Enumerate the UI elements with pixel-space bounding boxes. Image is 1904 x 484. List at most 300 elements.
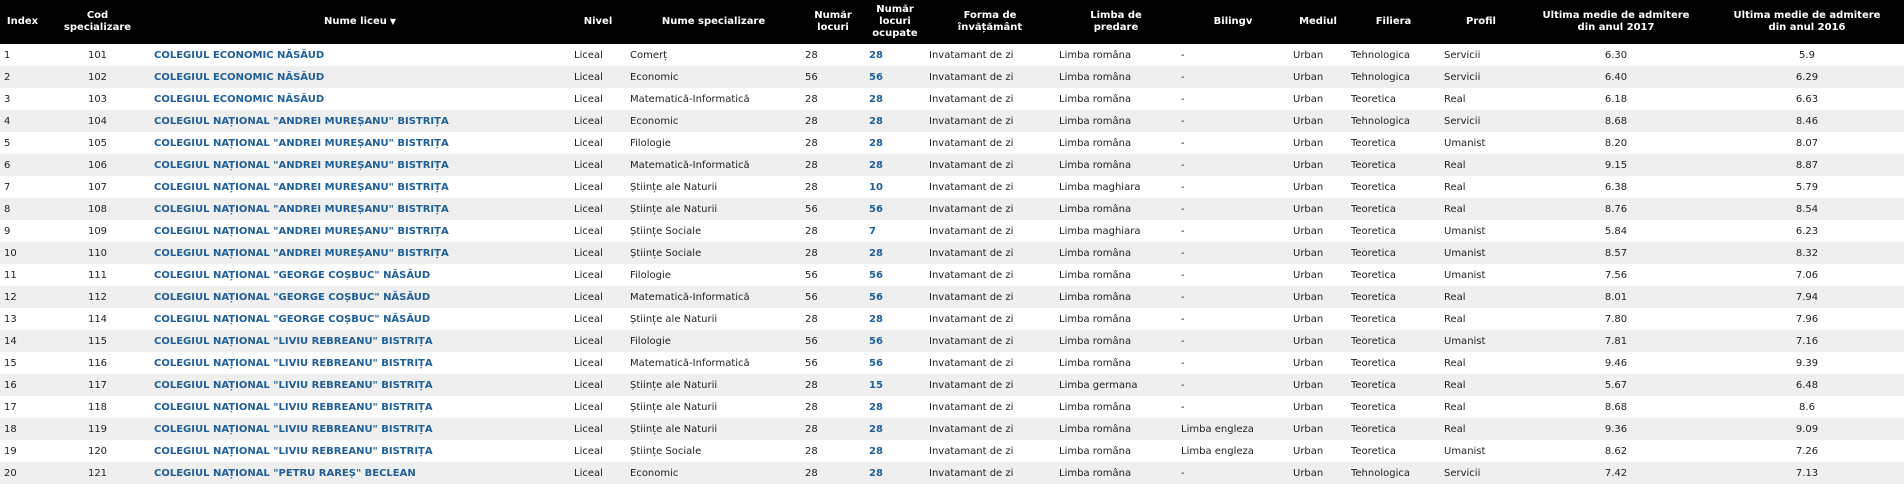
table-row <box>0 110 1904 132</box>
table-row <box>0 308 1904 330</box>
cell-profil: Servicii <box>1440 110 1522 132</box>
cell-bilingv: - <box>1177 330 1289 352</box>
cell-medie-2017: 8.62 <box>1522 440 1710 462</box>
cell-filiera: Teoretica <box>1347 352 1440 374</box>
school-link[interactable]: COLEGIUL NAȚIONAL "ANDREI MUREȘANU" BISTRIȚA <box>150 110 570 132</box>
cell-nivel: Liceal <box>570 132 626 154</box>
cell-profil: Real <box>1440 286 1522 308</box>
cell-specializare: Economic <box>626 110 801 132</box>
cell-bilingv: - <box>1177 352 1289 374</box>
cell-index: 7 <box>0 176 45 198</box>
cell-filiera: Teoretica <box>1347 374 1440 396</box>
cell-nivel: Liceal <box>570 440 626 462</box>
cell-limba: Limba româna <box>1055 110 1177 132</box>
cell-mediul: Urban <box>1289 396 1347 418</box>
cell-limba: Limba româna <box>1055 198 1177 220</box>
cell-index: 18 <box>0 418 45 440</box>
school-link[interactable]: COLEGIUL ECONOMIC NĂSĂUD <box>150 66 570 88</box>
cell-nivel: Liceal <box>570 330 626 352</box>
cell-ocupate: 28 <box>865 242 925 264</box>
cell-cod: 112 <box>45 286 150 308</box>
cell-bilingv: - <box>1177 176 1289 198</box>
cell-profil: Real <box>1440 88 1522 110</box>
cell-cod: 111 <box>45 264 150 286</box>
cell-ocupate: 7 <box>865 220 925 242</box>
table-row <box>0 44 1904 66</box>
cell-specializare: Științe Sociale <box>626 440 801 462</box>
col-header-profil[interactable]: Profil <box>1440 0 1522 44</box>
school-link[interactable]: COLEGIUL NAȚIONAL "LIVIU REBREANU" BISTRIȚA <box>150 440 570 462</box>
col-header-mediul[interactable]: Mediul <box>1289 0 1347 44</box>
cell-specializare: Matematică-Informatică <box>626 352 801 374</box>
cell-profil: Umanist <box>1440 264 1522 286</box>
caret-down-icon: ▼ <box>389 17 396 26</box>
cell-profil: Real <box>1440 154 1522 176</box>
cell-cod: 116 <box>45 352 150 374</box>
cell-locuri: 28 <box>801 308 865 330</box>
table-row <box>0 286 1904 308</box>
cell-ocupate: 56 <box>865 66 925 88</box>
cell-specializare: Economic <box>626 66 801 88</box>
cell-limba: Limba româna <box>1055 440 1177 462</box>
cell-medie-2016: 6.23 <box>1710 220 1904 242</box>
cell-medie-2017: 8.01 <box>1522 286 1710 308</box>
cell-forma: Invatamant de zi <box>925 154 1055 176</box>
cell-nivel: Liceal <box>570 462 626 484</box>
cell-index: 12 <box>0 286 45 308</box>
cell-nivel: Liceal <box>570 176 626 198</box>
table-row <box>0 154 1904 176</box>
cell-index: 20 <box>0 462 45 484</box>
cell-specializare: Științe Sociale <box>626 220 801 242</box>
cell-forma: Invatamant de zi <box>925 374 1055 396</box>
cell-medie-2016: 7.13 <box>1710 462 1904 484</box>
cell-medie-2017: 7.42 <box>1522 462 1710 484</box>
cell-limba: Limba maghiara <box>1055 220 1177 242</box>
cell-locuri: 56 <box>801 264 865 286</box>
cell-specializare: Matematică-Informatică <box>626 154 801 176</box>
cell-limba: Limba româna <box>1055 44 1177 66</box>
cell-cod: 117 <box>45 374 150 396</box>
cell-locuri: 56 <box>801 198 865 220</box>
cell-nivel: Liceal <box>570 374 626 396</box>
cell-locuri: 28 <box>801 88 865 110</box>
cell-medie-2016: 8.46 <box>1710 110 1904 132</box>
cell-mediul: Urban <box>1289 154 1347 176</box>
cell-filiera: Teoretica <box>1347 176 1440 198</box>
cell-specializare: Matematică-Informatică <box>626 88 801 110</box>
cell-index: 1 <box>0 44 45 66</box>
cell-medie-2017: 9.36 <box>1522 418 1710 440</box>
cell-forma: Invatamant de zi <box>925 418 1055 440</box>
cell-specializare: Comerț <box>626 44 801 66</box>
cell-limba: Limba româna <box>1055 132 1177 154</box>
cell-ocupate: 28 <box>865 308 925 330</box>
cell-filiera: Teoretica <box>1347 242 1440 264</box>
cell-filiera: Teoretica <box>1347 264 1440 286</box>
cell-filiera: Teoretica <box>1347 154 1440 176</box>
cell-profil: Umanist <box>1440 440 1522 462</box>
cell-index: 5 <box>0 132 45 154</box>
cell-specializare: Științe ale Naturii <box>626 308 801 330</box>
cell-bilingv: - <box>1177 154 1289 176</box>
cell-specializare: Științe Sociale <box>626 242 801 264</box>
col-header-limba[interactable]: Limba de predare <box>1055 0 1177 44</box>
cell-filiera: Teoretica <box>1347 330 1440 352</box>
school-link[interactable]: COLEGIUL NAȚIONAL "GEORGE COȘBUC" NĂSĂUD <box>150 286 570 308</box>
cell-medie-2016: 7.96 <box>1710 308 1904 330</box>
cell-forma: Invatamant de zi <box>925 44 1055 66</box>
cell-forma: Invatamant de zi <box>925 286 1055 308</box>
cell-locuri: 56 <box>801 66 865 88</box>
cell-locuri: 28 <box>801 154 865 176</box>
cell-medie-2017: 6.18 <box>1522 88 1710 110</box>
cell-limba: Limba româna <box>1055 242 1177 264</box>
school-link[interactable]: COLEGIUL NAȚIONAL "ANDREI MUREȘANU" BISTRIȚA <box>150 132 570 154</box>
cell-profil: Real <box>1440 374 1522 396</box>
cell-bilingv: - <box>1177 132 1289 154</box>
cell-index: 13 <box>0 308 45 330</box>
table-row <box>0 462 1904 484</box>
cell-index: 2 <box>0 66 45 88</box>
cell-cod: 115 <box>45 330 150 352</box>
cell-mediul: Urban <box>1289 88 1347 110</box>
cell-bilingv: Limba engleza <box>1177 440 1289 462</box>
cell-filiera: Tehnologica <box>1347 44 1440 66</box>
col-header-bilingv[interactable]: Bilingv <box>1177 0 1289 44</box>
cell-locuri: 28 <box>801 110 865 132</box>
school-link[interactable]: COLEGIUL NAȚIONAL "GEORGE COȘBUC" NĂSĂUD <box>150 264 570 286</box>
cell-medie-2017: 8.68 <box>1522 396 1710 418</box>
cell-ocupate: 28 <box>865 44 925 66</box>
cell-mediul: Urban <box>1289 374 1347 396</box>
cell-locuri: 28 <box>801 44 865 66</box>
cell-profil: Real <box>1440 352 1522 374</box>
table-row <box>0 176 1904 198</box>
col-header-numar-ocupate[interactable]: Număr locuri ocupate <box>865 0 925 44</box>
cell-filiera: Teoretica <box>1347 132 1440 154</box>
cell-mediul: Urban <box>1289 440 1347 462</box>
cell-forma: Invatamant de zi <box>925 352 1055 374</box>
col-header-medie-2017[interactable]: Ultima medie de admitere din anul 2017 <box>1522 0 1710 44</box>
cell-specializare: Filologie <box>626 264 801 286</box>
cell-profil: Real <box>1440 418 1522 440</box>
school-link[interactable]: COLEGIUL NAȚIONAL "ANDREI MUREȘANU" BISTRIȚA <box>150 220 570 242</box>
cell-ocupate: 28 <box>865 88 925 110</box>
cell-limba: Limba româna <box>1055 154 1177 176</box>
cell-limba: Limba româna <box>1055 418 1177 440</box>
cell-profil: Umanist <box>1440 242 1522 264</box>
cell-medie-2017: 5.67 <box>1522 374 1710 396</box>
cell-mediul: Urban <box>1289 44 1347 66</box>
cell-filiera: Teoretica <box>1347 220 1440 242</box>
cell-cod: 101 <box>45 44 150 66</box>
cell-forma: Invatamant de zi <box>925 66 1055 88</box>
school-link[interactable]: COLEGIUL NAȚIONAL "ANDREI MUREȘANU" BISTRIȚA <box>150 198 570 220</box>
school-link[interactable]: COLEGIUL ECONOMIC NĂSĂUD <box>150 44 570 66</box>
cell-filiera: Teoretica <box>1347 440 1440 462</box>
cell-cod: 114 <box>45 308 150 330</box>
cell-locuri: 28 <box>801 220 865 242</box>
cell-cod: 119 <box>45 418 150 440</box>
cell-cod: 109 <box>45 220 150 242</box>
cell-index: 4 <box>0 110 45 132</box>
cell-medie-2017: 5.84 <box>1522 220 1710 242</box>
col-header-nivel[interactable]: Nivel <box>570 0 626 44</box>
table-row <box>0 396 1904 418</box>
cell-medie-2016: 9.39 <box>1710 352 1904 374</box>
cell-medie-2016: 9.09 <box>1710 418 1904 440</box>
cell-cod: 121 <box>45 462 150 484</box>
cell-cod: 102 <box>45 66 150 88</box>
col-header-forma[interactable]: Forma de învățământ <box>925 0 1055 44</box>
school-link[interactable]: COLEGIUL NAȚIONAL "LIVIU REBREANU" BISTRIȚA <box>150 418 570 440</box>
school-link[interactable]: COLEGIUL NAȚIONAL "ANDREI MUREȘANU" BISTRIȚA <box>150 176 570 198</box>
cell-profil: Real <box>1440 198 1522 220</box>
cell-index: 17 <box>0 396 45 418</box>
cell-ocupate: 28 <box>865 110 925 132</box>
cell-medie-2017: 6.38 <box>1522 176 1710 198</box>
cell-cod: 110 <box>45 242 150 264</box>
cell-medie-2016: 8.54 <box>1710 198 1904 220</box>
cell-index: 19 <box>0 440 45 462</box>
cell-index: 14 <box>0 330 45 352</box>
cell-mediul: Urban <box>1289 198 1347 220</box>
cell-limba: Limba româna <box>1055 396 1177 418</box>
school-link[interactable]: COLEGIUL NAȚIONAL "PETRU RAREȘ" BECLEAN <box>150 462 570 484</box>
cell-profil: Servicii <box>1440 44 1522 66</box>
cell-ocupate: 10 <box>865 176 925 198</box>
cell-filiera: Tehnologica <box>1347 462 1440 484</box>
cell-nivel: Liceal <box>570 88 626 110</box>
cell-limba: Limba româna <box>1055 352 1177 374</box>
cell-medie-2017: 6.40 <box>1522 66 1710 88</box>
cell-medie-2016: 8.6 <box>1710 396 1904 418</box>
table-row <box>0 352 1904 374</box>
table-row <box>0 330 1904 352</box>
school-link[interactable]: COLEGIUL NAȚIONAL "LIVIU REBREANU" BISTRIȚA <box>150 374 570 396</box>
cell-cod: 105 <box>45 132 150 154</box>
cell-filiera: Tehnologica <box>1347 110 1440 132</box>
cell-forma: Invatamant de zi <box>925 330 1055 352</box>
cell-forma: Invatamant de zi <box>925 242 1055 264</box>
cell-ocupate: 56 <box>865 264 925 286</box>
cell-locuri: 28 <box>801 418 865 440</box>
cell-filiera: Teoretica <box>1347 198 1440 220</box>
cell-mediul: Urban <box>1289 330 1347 352</box>
cell-nivel: Liceal <box>570 264 626 286</box>
cell-bilingv: - <box>1177 242 1289 264</box>
cell-locuri: 28 <box>801 132 865 154</box>
cell-ocupate: 28 <box>865 418 925 440</box>
cell-profil: Umanist <box>1440 132 1522 154</box>
table-row <box>0 66 1904 88</box>
cell-forma: Invatamant de zi <box>925 462 1055 484</box>
cell-cod: 120 <box>45 440 150 462</box>
col-header-nume-liceu[interactable]: Nume liceu ▼ <box>150 0 570 44</box>
school-link[interactable]: COLEGIUL NAȚIONAL "LIVIU REBREANU" BISTRIȚA <box>150 330 570 352</box>
header-row <box>0 0 1904 44</box>
cell-bilingv: - <box>1177 286 1289 308</box>
cell-medie-2017: 9.15 <box>1522 154 1710 176</box>
cell-cod: 104 <box>45 110 150 132</box>
cell-forma: Invatamant de zi <box>925 88 1055 110</box>
table-row <box>0 374 1904 396</box>
cell-cod: 106 <box>45 154 150 176</box>
cell-locuri: 28 <box>801 462 865 484</box>
col-header-numar-locuri[interactable]: Număr locuri <box>801 0 865 44</box>
cell-forma: Invatamant de zi <box>925 308 1055 330</box>
cell-profil: Real <box>1440 308 1522 330</box>
cell-index: 9 <box>0 220 45 242</box>
cell-filiera: Teoretica <box>1347 418 1440 440</box>
cell-specializare: Matematică-Informatică <box>626 286 801 308</box>
cell-medie-2017: 8.68 <box>1522 110 1710 132</box>
cell-medie-2017: 9.46 <box>1522 352 1710 374</box>
cell-medie-2016: 6.29 <box>1710 66 1904 88</box>
cell-filiera: Tehnologica <box>1347 66 1440 88</box>
cell-locuri: 28 <box>801 396 865 418</box>
cell-locuri: 28 <box>801 374 865 396</box>
col-header-nume-specializare[interactable]: Nume specializare <box>626 0 801 44</box>
cell-medie-2016: 5.79 <box>1710 176 1904 198</box>
cell-profil: Servicii <box>1440 462 1522 484</box>
cell-mediul: Urban <box>1289 176 1347 198</box>
cell-nivel: Liceal <box>570 352 626 374</box>
cell-bilingv: - <box>1177 44 1289 66</box>
cell-specializare: Economic <box>626 462 801 484</box>
cell-specializare: Științe ale Naturii <box>626 176 801 198</box>
table-row <box>0 440 1904 462</box>
table-row <box>0 198 1904 220</box>
table-row <box>0 242 1904 264</box>
cell-profil: Real <box>1440 176 1522 198</box>
cell-medie-2016: 6.48 <box>1710 374 1904 396</box>
cell-limba: Limba româna <box>1055 462 1177 484</box>
cell-forma: Invatamant de zi <box>925 220 1055 242</box>
cell-locuri: 56 <box>801 330 865 352</box>
cell-medie-2017: 8.57 <box>1522 242 1710 264</box>
cell-cod: 103 <box>45 88 150 110</box>
cell-mediul: Urban <box>1289 418 1347 440</box>
cell-ocupate: 28 <box>865 396 925 418</box>
cell-index: 11 <box>0 264 45 286</box>
school-link[interactable]: COLEGIUL NAȚIONAL "ANDREI MUREȘANU" BISTRIȚA <box>150 242 570 264</box>
cell-medie-2017: 7.81 <box>1522 330 1710 352</box>
cell-mediul: Urban <box>1289 110 1347 132</box>
cell-ocupate: 15 <box>865 374 925 396</box>
cell-locuri: 28 <box>801 242 865 264</box>
cell-ocupate: 28 <box>865 132 925 154</box>
cell-filiera: Teoretica <box>1347 286 1440 308</box>
cell-nivel: Liceal <box>570 286 626 308</box>
cell-bilingv: - <box>1177 308 1289 330</box>
col-header-cod[interactable]: Cod specializare <box>45 0 150 44</box>
cell-mediul: Urban <box>1289 264 1347 286</box>
cell-filiera: Teoretica <box>1347 308 1440 330</box>
cell-medie-2016: 7.94 <box>1710 286 1904 308</box>
cell-forma: Invatamant de zi <box>925 176 1055 198</box>
cell-bilingv: - <box>1177 198 1289 220</box>
cell-ocupate: 56 <box>865 286 925 308</box>
cell-index: 6 <box>0 154 45 176</box>
cell-mediul: Urban <box>1289 242 1347 264</box>
cell-medie-2017: 8.20 <box>1522 132 1710 154</box>
table-row <box>0 418 1904 440</box>
cell-nivel: Liceal <box>570 44 626 66</box>
school-link[interactable]: COLEGIUL NAȚIONAL "ANDREI MUREȘANU" BISTRIȚA <box>150 154 570 176</box>
school-link[interactable]: COLEGIUL NAȚIONAL "LIVIU REBREANU" BISTRIȚA <box>150 352 570 374</box>
table-body <box>0 44 1904 484</box>
cell-medie-2017: 7.56 <box>1522 264 1710 286</box>
cell-filiera: Teoretica <box>1347 396 1440 418</box>
cell-bilingv: - <box>1177 264 1289 286</box>
cell-mediul: Urban <box>1289 286 1347 308</box>
cell-mediul: Urban <box>1289 462 1347 484</box>
cell-nivel: Liceal <box>570 396 626 418</box>
col-header-index[interactable]: Index <box>0 0 45 44</box>
school-link[interactable]: COLEGIUL NAȚIONAL "LIVIU REBREANU" BISTRIȚA <box>150 396 570 418</box>
cell-mediul: Urban <box>1289 66 1347 88</box>
cell-locuri: 28 <box>801 440 865 462</box>
table-row <box>0 132 1904 154</box>
cell-medie-2016: 7.26 <box>1710 440 1904 462</box>
cell-forma: Invatamant de zi <box>925 396 1055 418</box>
cell-forma: Invatamant de zi <box>925 440 1055 462</box>
cell-specializare: Științe ale Naturii <box>626 418 801 440</box>
cell-limba: Limba germana <box>1055 374 1177 396</box>
cell-index: 16 <box>0 374 45 396</box>
cell-bilingv: Limba engleza <box>1177 418 1289 440</box>
cell-profil: Servicii <box>1440 66 1522 88</box>
table-row <box>0 88 1904 110</box>
cell-index: 10 <box>0 242 45 264</box>
cell-bilingv: - <box>1177 396 1289 418</box>
cell-limba: Limba româna <box>1055 88 1177 110</box>
cell-profil: Real <box>1440 396 1522 418</box>
cell-mediul: Urban <box>1289 352 1347 374</box>
col-header-filiera[interactable]: Filiera <box>1347 0 1440 44</box>
cell-ocupate: 28 <box>865 440 925 462</box>
cell-nivel: Liceal <box>570 242 626 264</box>
cell-medie-2016: 7.16 <box>1710 330 1904 352</box>
cell-ocupate: 28 <box>865 154 925 176</box>
cell-ocupate: 56 <box>865 198 925 220</box>
cell-limba: Limba maghiara <box>1055 176 1177 198</box>
cell-specializare: Științe ale Naturii <box>626 198 801 220</box>
cell-nivel: Liceal <box>570 66 626 88</box>
cell-cod: 107 <box>45 176 150 198</box>
school-link[interactable]: COLEGIUL ECONOMIC NĂSĂUD <box>150 88 570 110</box>
cell-medie-2016: 8.87 <box>1710 154 1904 176</box>
cell-forma: Invatamant de zi <box>925 198 1055 220</box>
cell-specializare: Filologie <box>626 132 801 154</box>
cell-index: 3 <box>0 88 45 110</box>
cell-medie-2016: 8.32 <box>1710 242 1904 264</box>
cell-profil: Umanist <box>1440 220 1522 242</box>
cell-locuri: 28 <box>801 176 865 198</box>
cell-ocupate: 28 <box>865 462 925 484</box>
cell-specializare: Științe ale Naturii <box>626 396 801 418</box>
cell-limba: Limba româna <box>1055 66 1177 88</box>
cell-limba: Limba româna <box>1055 286 1177 308</box>
school-link[interactable]: COLEGIUL NAȚIONAL "GEORGE COȘBUC" NĂSĂUD <box>150 308 570 330</box>
cell-medie-2016: 8.07 <box>1710 132 1904 154</box>
cell-specializare: Filologie <box>626 330 801 352</box>
cell-bilingv: - <box>1177 374 1289 396</box>
cell-nivel: Liceal <box>570 198 626 220</box>
col-header-medie-2016[interactable]: Ultima medie de admitere din anul 2016 <box>1710 0 1904 44</box>
